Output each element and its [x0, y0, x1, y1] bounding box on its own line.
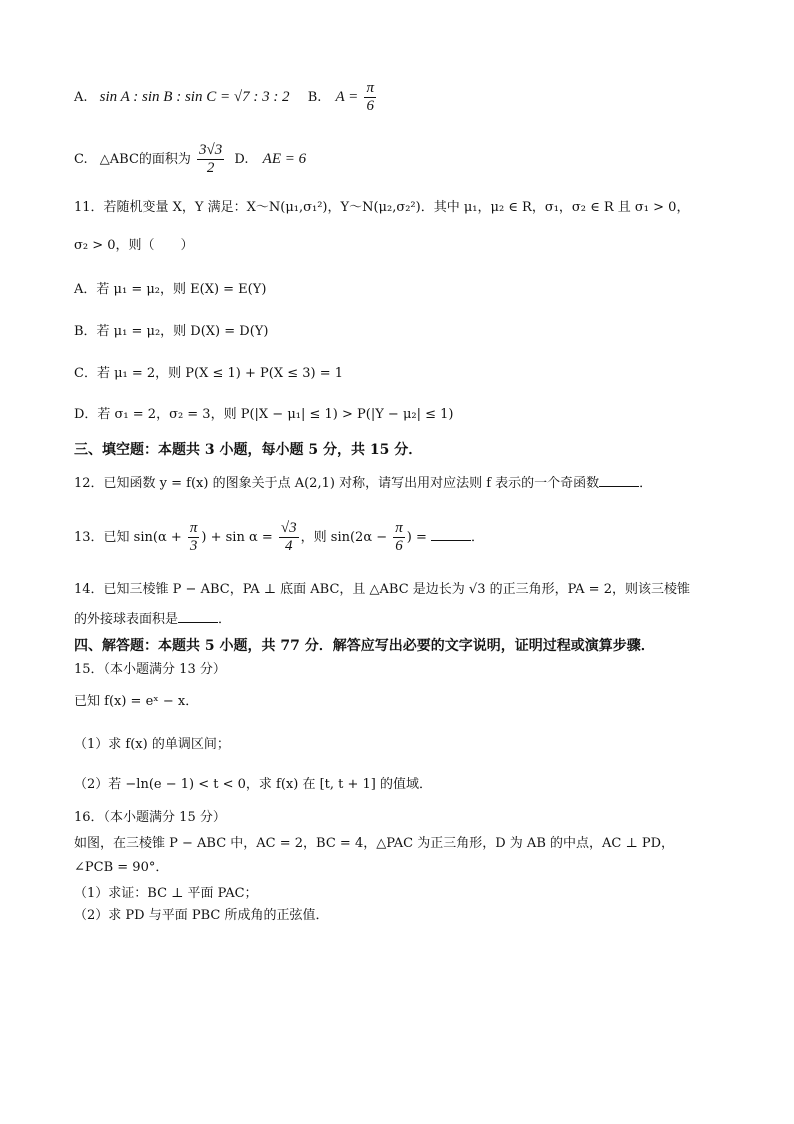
q15-part1: （1）求 f(x) 的单调区间；	[74, 737, 230, 752]
q11-option-c: C．若 μ₁ = 2，则 P(X ≤ 1) + P(X ≤ 3) = 1	[74, 366, 344, 381]
q13-mid2: ，则 sin(2α −	[300, 530, 392, 545]
q13-mid: ) + sin α =	[201, 530, 277, 545]
q13-frac2-den: 4	[285, 538, 293, 554]
q13-pre: 13．已知 sin(α +	[74, 530, 186, 545]
q13-frac1-den: 3	[189, 538, 198, 554]
q12	[74, 472, 734, 494]
q11-stem: 11．若随机变量 X，Y 满足：X～N(μ₁,σ₁²)，Y～N(μ₂,σ₂²)．其中 μ₁，μ₂ ∈ R，σ₁，σ₂ ∈ R 且 σ₁ > 0，	[74, 200, 690, 215]
q13-frac1-num: π	[189, 520, 198, 536]
q13-frac3-num: π	[395, 520, 403, 536]
q15-part2: （2）若 −ln(e − 1) < t < 0，求 f(x) 在 [t, t + 1] 的值域．	[74, 777, 433, 792]
q13-end: ．	[471, 530, 485, 545]
q10-optA-math: sin A : sin B : sin C = √7 : 3 : 2	[99, 89, 290, 105]
q10-optB-fraction	[364, 80, 376, 115]
q16-part2: （2）求 PD 与平面 PBC 所成角的正弦值．	[74, 908, 329, 923]
q14-end: ．	[218, 612, 232, 627]
section-4-heading: 四、解答题：本题共 5 小题，共 77 分．解答应写出必要的文字说明，证明过程或演算步骤．	[74, 638, 655, 654]
q16-line1: 如图，在三棱锥 P − ABC 中，AC = 2，BC = 4，△PAC 为正三角形，D 为 AB 的中点，AC ⊥ PD，	[74, 836, 675, 851]
q13-frac1	[188, 520, 200, 555]
q13-frac3	[393, 520, 405, 555]
q12-answer-blank	[599, 472, 639, 487]
q10-optB-den: 6	[366, 98, 374, 114]
q12-end: ．	[639, 476, 653, 491]
q11-option-d: D．若 σ₁ = 2，σ₂ = 3，则 P(|X − μ₁| ≤ 1) > P(|Y − μ₂| ≤ 1)	[74, 407, 454, 422]
q14-line2-text: 的外接球表面积是	[74, 612, 179, 627]
q10-optB-label: B.	[307, 90, 322, 105]
q16-line2: ∠PCB = 90°．	[74, 860, 169, 875]
q11-stem-continued: σ₂ > 0，则（ ）	[74, 238, 194, 253]
q14-line2	[74, 608, 734, 630]
q10-optC-text: △ABC的面积为	[99, 152, 191, 167]
q10-optD-math: AE = 6	[262, 151, 307, 167]
q13-answer-blank	[431, 526, 471, 541]
q10-optC-num: 3√3	[199, 142, 223, 158]
q13	[74, 520, 734, 555]
q13-frac3-den: 6	[395, 538, 403, 554]
q10-options-ab	[74, 80, 734, 115]
section-3-heading: 三、填空题：本题共 3 小题，每小题 5 分，共 15 分．	[74, 442, 423, 458]
q10-options-cd	[74, 142, 734, 177]
q10-optC-den: 2	[206, 160, 215, 176]
q11-option-b: B．若 μ₁ = μ₂，则 D(X) = D(Y)	[74, 324, 269, 339]
q15-title: 15．（本小题满分 13 分）	[74, 662, 226, 677]
q10-optB-lhs: A =	[335, 89, 359, 105]
q10-optB-num: π	[366, 80, 374, 96]
q13-frac2-num: √3	[280, 520, 297, 536]
q15-given: 已知 f(x) = eˣ − x．	[74, 694, 199, 709]
q16-title: 16．（本小题满分 15 分）	[74, 810, 226, 825]
q16-part1: （1）求证：BC ⊥ 平面 PAC；	[74, 886, 258, 901]
q14-answer-blank	[178, 608, 218, 623]
q14-line1: 14．已知三棱锥 P − ABC，PA ⊥ 底面 ABC，且 △ABC 是边长为 √3 的正三角形，PA = 2，则该三棱锥	[74, 582, 690, 597]
q10-optC-label: C.	[74, 152, 88, 167]
q10-optA-label: A.	[74, 90, 88, 105]
q10-optC-fraction	[197, 142, 224, 177]
q13-post: ) =	[406, 530, 432, 545]
q13-frac2	[279, 520, 299, 555]
q11-option-a: A．若 μ₁ = μ₂，则 E(X) = E(Y)	[74, 282, 267, 297]
q10-optD-label: D.	[234, 152, 249, 167]
q12-text: 12．已知函数 y = f(x) 的图象关于点 A(2,1) 对称，请写出用对应法则 f 表示的一个奇函数	[74, 476, 600, 491]
